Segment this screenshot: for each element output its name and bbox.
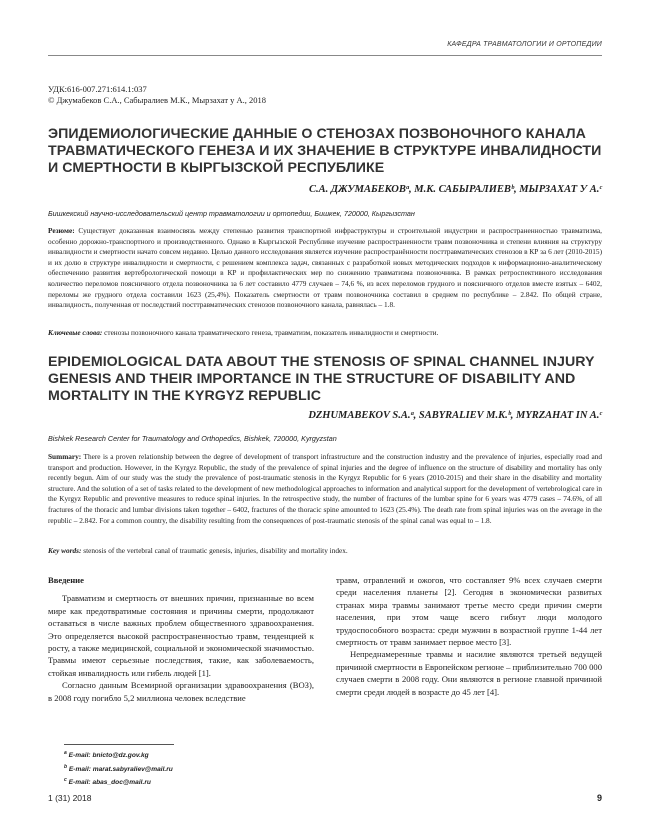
paragraph: Непреднамеренные травмы и насилие являются третьей ведущей причиной смертности в Европейском регионе – приблизительно 700 000 случаев смерти в 2008 году. Они являются в регионе главной причиной смерти среди людей в возрасте до 45 лет [4]. (336, 649, 602, 697)
footnotes (64, 748, 173, 789)
footnote-email: E-mail: bnicto@dz.gov.kg (68, 752, 149, 760)
paragraph: Травматизм и смертность от внешних причин, признанные во всем мире как предотвратимые состояния и причины смерти, продолжают оставаться в числе важных проблем общественного здравоохранения. Это определяется высокой распространенностью травм, тенденцией к росту, а также медицинской, социальной и экономической значимостью. Травмы имеют серьезные последствия, такие, как заболеваемость, стойкая инвалидность или гибель людей [1]. (48, 593, 314, 678)
title-russian: ЭПИДЕМИОЛОГИЧЕСКИЕ ДАННЫЕ О СТЕНОЗАХ ПОЗВОНОЧНОГО КАНАЛА ТРАВМАТИЧЕСКОГО ГЕНЕЗА И ИХ ЗНАЧЕНИЕ В СТРУКТУРЕ ИНВАЛИДНОСТИ И СМЕРТНОСТИ В КЫРГЫЗСКОЙ РЕСПУБЛИКЕ (48, 126, 602, 176)
abstract-label-russian: Резюме: (48, 226, 75, 235)
footnote-email: E-mail: marat.sabyraliev@mail.ru (68, 765, 173, 773)
paragraph: Согласно данным Всемирной организации здравоохранения (ВОЗ), в 2008 году погибло 5,2 миллиона человек вследствие (48, 680, 314, 703)
title-english: EPIDEMIOLOGICAL DATA ABOUT THE STENOSIS OF SPINAL CHANNEL INJURY GENESIS AND THEIR IMPORTANCE IN THE STRUCTURE OF DISABILITY AND MORTALITY IN THE KYRGYZ REPUBLIC (48, 354, 595, 404)
footnote-item (64, 748, 173, 762)
abstract-text-russian: Существует доказанная взаимосвязь между степенью развития транспортной инфраструктуры и строительной индустрии и распространенностью травматизма, особенно дорожно-транспортного и производственного. Однако в Кыргызской Республике изучение распространенности травм позвоночника и степени влияния на структуру инвалидности и смертности начато совсем недавно. Целью данного исследования является изучение распространённости посттравматических стенозов в КР за 6 лет (2010-2015) и их долю в структуре инвалидности и смертности, с решением комплекса задач, связанных с разработкой новых методических подходов к информационно-аналитическому обеспечению развития вертебрологической помощи в КР и профилактических мер по снижению травматизма позвоночника. В рамках ретроспективного исследования количество переломов поясничного отдела позвоночника за 6 лет составило 4779 случаев – 74,6 %, из всех переломов грудного и поясничного отделов вместе взятых – 6402, переломы же грудного отдела составили 1623 (25,4%). Показатель смертности от травм позвоночника составил в среднем по республике – 2.842. По общей стране, инвалидность, полученная от последствий посттравматических стенозов позвоночного канала, равнялась – 1.8. (48, 226, 602, 310)
footnote-mark: b (64, 763, 68, 770)
affiliation-russian: Бишкекский научно-исследовательский центр травматологии и ортопедии, Бишкек, 720000, Кыргызстан (48, 209, 415, 218)
copyright-line: © Джумабеков С.А., Сабыралиев М.К., Мырзахат у А., 2018 (48, 95, 267, 105)
footnote-item (64, 775, 173, 789)
keywords-text-english: stenosis of the vertebral canal of traumatic genesis, injuries, disability and mortality index. (81, 546, 348, 555)
footnote-email: E-mail: abas_doc@mail.ru (68, 779, 151, 787)
keywords-label-russian: Ключевые слова: (48, 328, 103, 337)
footnote-divider (64, 744, 174, 745)
meta-block (48, 84, 266, 106)
keywords-russian (48, 328, 602, 338)
keywords-label-english: Key words: (48, 546, 82, 555)
footnote-item (64, 762, 173, 776)
issue-number: 1 (31) 2018 (48, 793, 92, 803)
section-title-introduction: Введение (48, 575, 84, 585)
department-header: КАФЕДРА ТРАВМАТОЛОГИИ И ОРТОПЕДИИ (447, 41, 602, 48)
udk-code: УДК:616-007.271:614.1:037 (48, 84, 147, 94)
footnote-mark: a (64, 750, 67, 756)
footnote-mark: c (64, 777, 67, 784)
abstract-label-english: Summary: (48, 452, 82, 461)
abstract-text-english: There is a proven relationship between the degree of development of transport infrastructure and the construction industry and the prevalence of injuries, especially road and transport and production. However, in the Kyrgyz Republic, the study of the prevalence of spinal injuries and the degree of influence on the structure of disability and mortality has only recently begun. Aim of our study was the study the prevalence of post-traumatic stenosis in the Kyrgyz Republic for 6 years (2010-2015) and their share in the disability and mortality structure. And the solution of a set of tasks related to the development of new methodological approaches to information and analytical support for the development of vertebrological care in the Kyrgyz Republic and preventive measures to reduce spinal injuries. In the retrospective study, the number of fractures of the lumbar spine for 6 years was 4779 cases – 74.6%, of all fractures of the thoracic and lumbar divisions taken together – 6402, fractures of the thoracic spine amounted to 1623 (25.4%). The death rate from spinal injuries was on the average in the republic – 2.842. For a common country, the disability resulting from the consequences of post-traumatic stenosis of the spinal canal was equal to – 1.8. (48, 452, 602, 525)
authors-english: DZHUMABEKOV S.A.ᵃ, SABYRALIEV M.K.ᵇ, MYRZAHAT IN A.ᶜ (308, 410, 602, 421)
abstract-english (48, 452, 602, 526)
body-column-left (48, 574, 314, 704)
running-header (48, 40, 602, 56)
paragraph: травм, отравлений и ожогов, что составляет 9% всех случаев смерти среди населения планеты [2]. Сегодня в экономически развитых странах мира травмы занимают третье место среди причин смерти населения, при этом чаще всего гибнут люди молодого трудоспособного возраста: среди мужчин в возрастной группе 1-44 лет смертность от травм занимает первое место [3]. (336, 575, 602, 648)
affiliation-english: Bishkek Research Center for Traumatology and Orthopedics, Bishkek, 720000, Kyrgyzstan (48, 434, 337, 443)
keywords-text-russian: стенозы позвоночного канала травматического генеза, травматизм, показатель инвалидности и смертности. (102, 328, 439, 337)
abstract-russian (48, 226, 602, 311)
page-number: 9 (596, 793, 602, 803)
authors-russian: С.А. ДЖУМАБЕКОВᵃ, М.К. САБЫРАЛИЕВᵇ, МЫРЗАХАТ У А.ᶜ (308, 184, 602, 195)
keywords-english (48, 546, 602, 556)
body-column-right (336, 574, 602, 698)
